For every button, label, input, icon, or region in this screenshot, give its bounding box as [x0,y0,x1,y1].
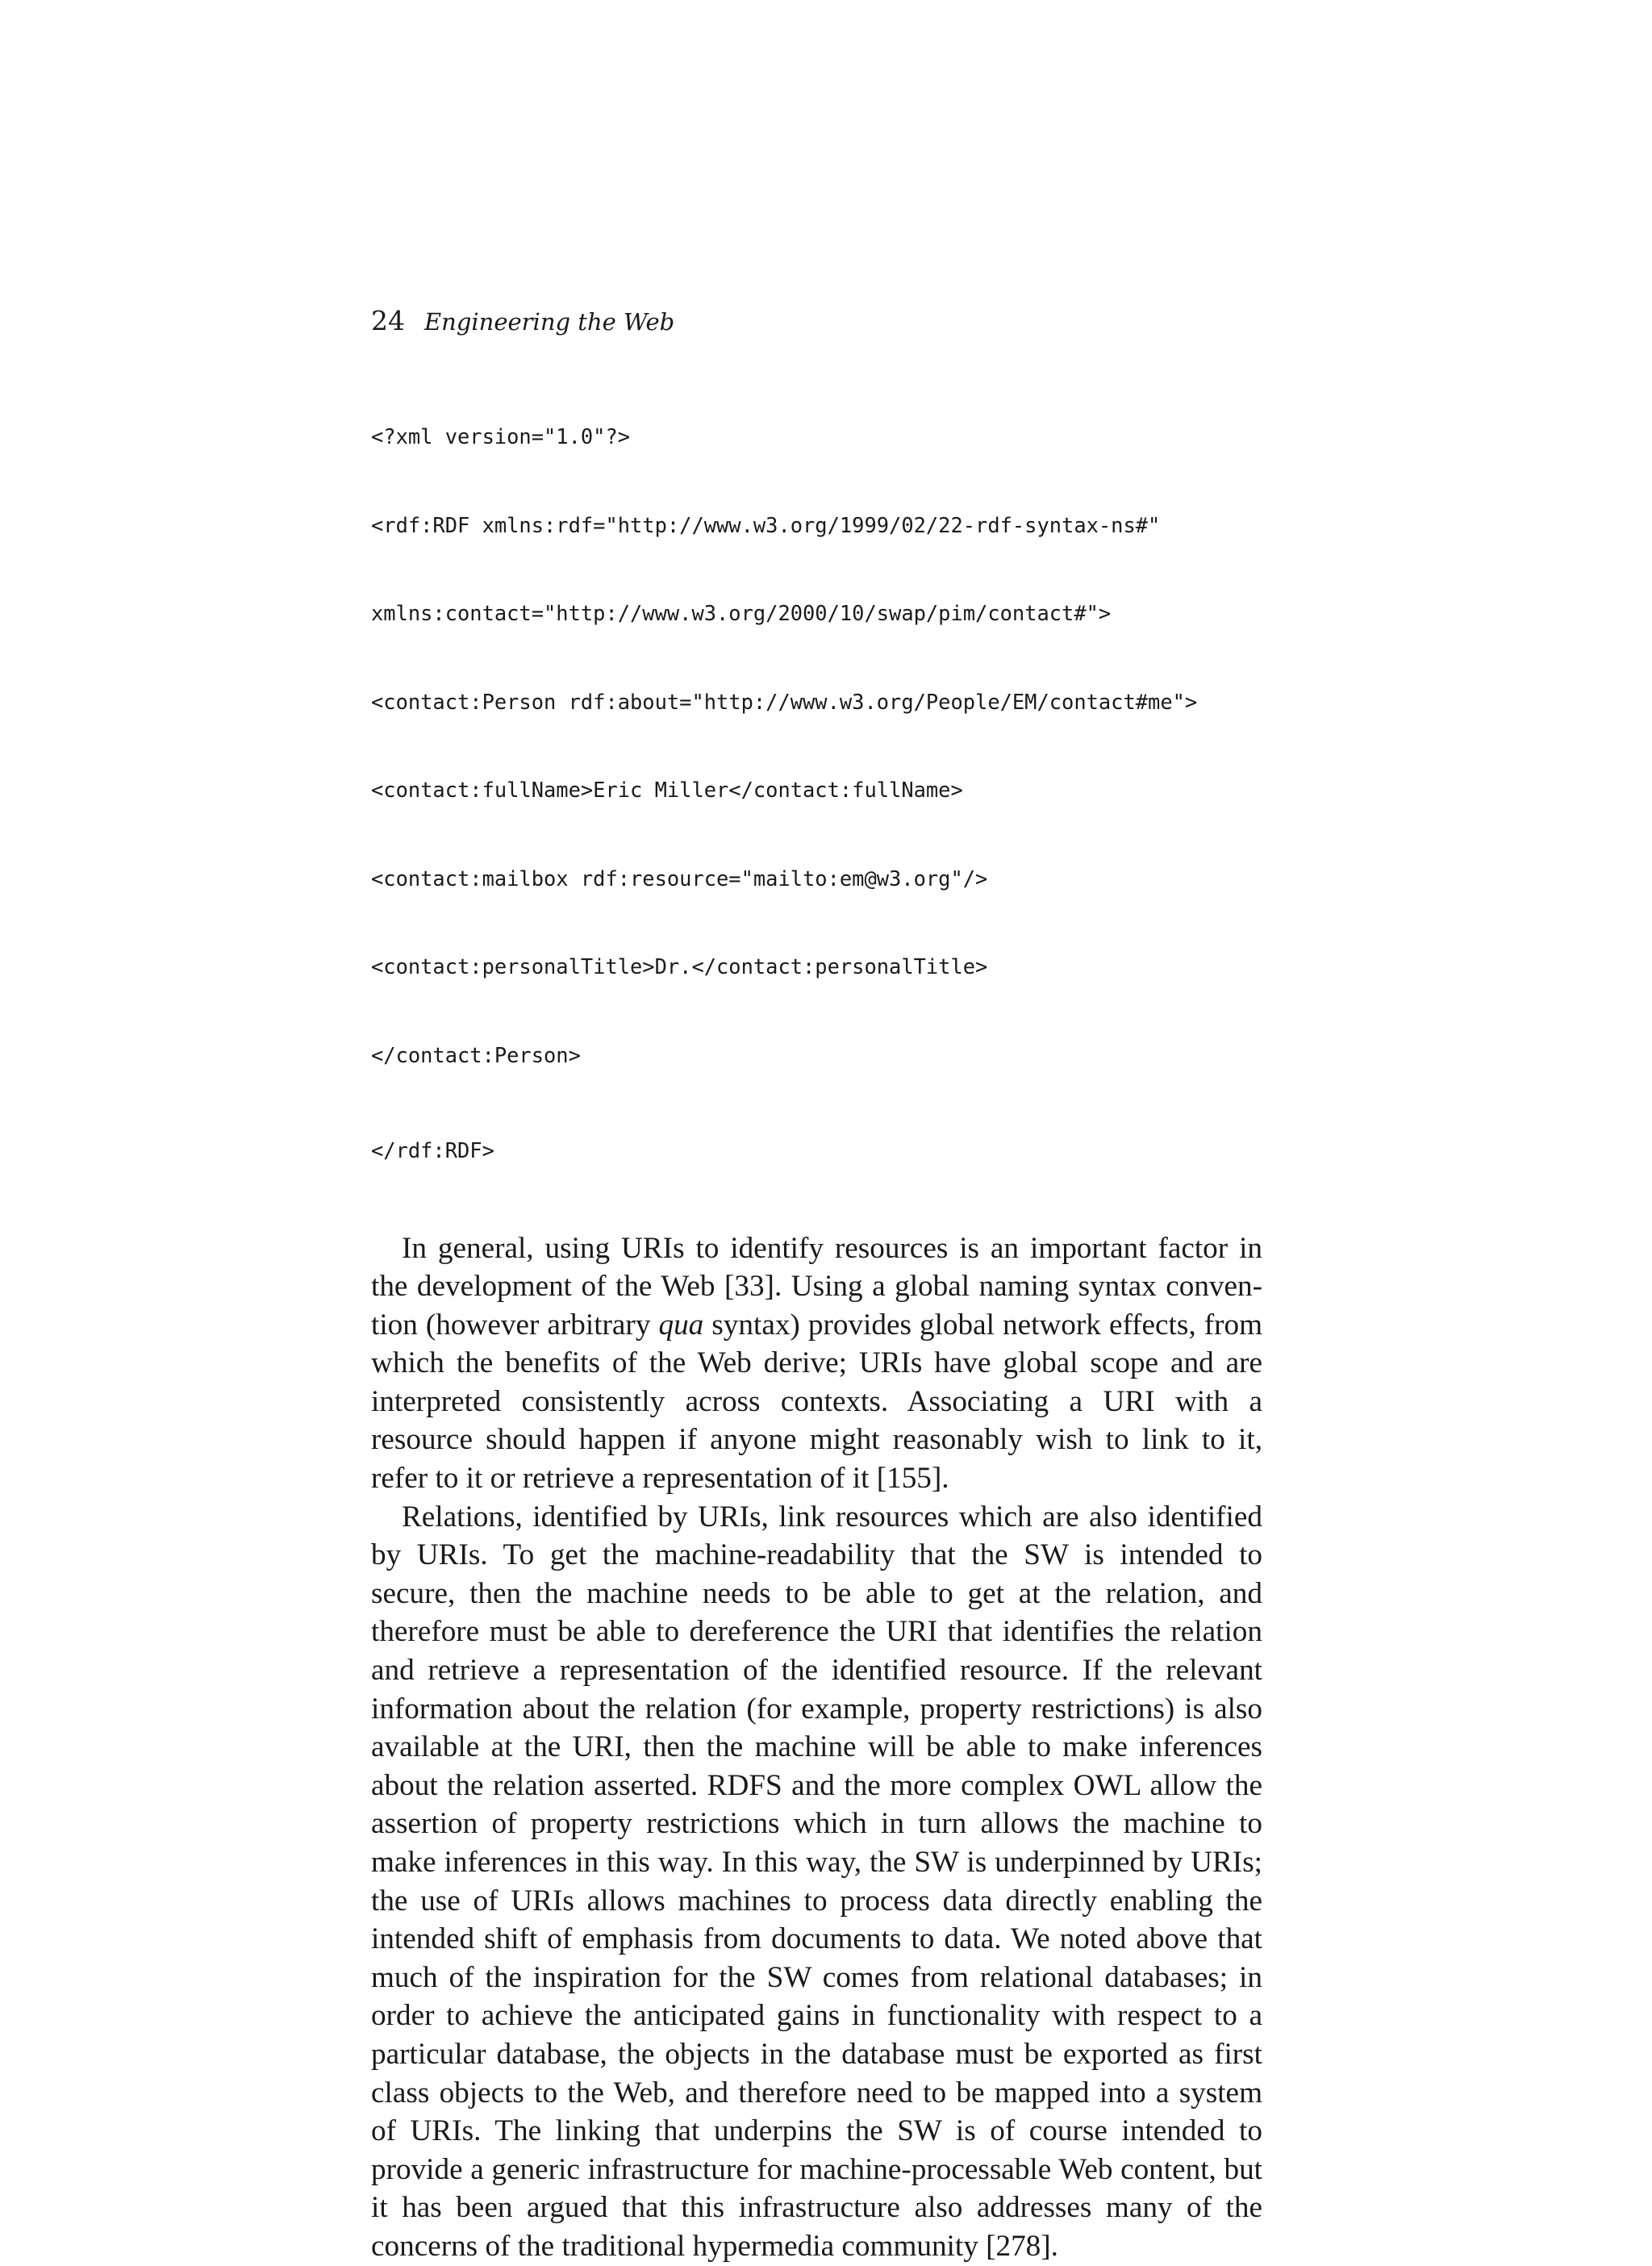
code-line: </rdf:RDF> [371,1138,494,1162]
body-text [371,1229,1262,2266]
code-line: <rdf:RDF xmlns:rdf="http://www.w3.org/1999/02/22-rdf-syntax-ns#" [371,512,1161,537]
running-head [371,305,1262,337]
running-title: Engineering the Web [424,308,675,336]
paragraph-text: In general, using URIs to identify resources is an important factor in the development of the Web [33]. Using a global naming syntax convention (however arbitrary [371,1231,1262,1342]
paragraph-text: syntax) provides global network effects, from which the benefits of the Web derive; URIs have global scope and are interpreted consistently across contexts. Associating a URI with a resource should happen if anyone might reasonably wish to link to it, refer to it or retrieve a representation of it [155]. [371,1308,1263,1496]
paragraph-relations: Relations, identified by URIs, link resources which are also identified by URIs. To get the machine-readability that the SW is intended to secure, then the machine needs to be able to get at the relation, and therefore must be able to dereference the URI that identifies the relation and retrieve a representation of the identified resource. If the relevant information about the relation (for example, property restrictions) is also available at the URI, then the machine will be able to make inferences about the relation asserted. RDFS and the more complex OWL allow the assertion of property restrictions which in turn allows the machine to make inferences in this way. In this way, the SW is underpinned by URIs; the use of URIs allows machines to process data directly enabling the intended shift of emphasis from documents to data. We noted above that much of the inspiration for the SW comes from relational databases; in order to achieve the anticipated gains in functionality with respect to a particular database, the objects in the database must be exported as first class objects to the Web, and therefore need to be mapped into a system of URIs. The linking that underpins the SW is of course intended to provide a generic infrastructure for machine-processable Web content, but it has been argued that this infrastructure also addresses many of the concerns of the traditional hypermedia community [278]. [371,1500,1262,2263]
code-line: <?xml version="1.0"?> [371,424,631,449]
code-line: <contact:personalTitle>Dr.</contact:personalTitle> [371,954,988,979]
code-line: <contact:fullName>Eric Miller</contact:fullName> [371,778,963,802]
code-line: xmlns:contact="http://www.w3.org/2000/10/swap/pim/contact#"> [371,601,1112,625]
page-number: 24 [371,305,405,336]
italic-term: qua [658,1308,704,1342]
rdf-code-block [371,363,1262,1225]
code-line: <contact:Person rdf:about="http://www.w3.org/People/EM/contact#me"> [371,689,1198,714]
code-line: <contact:mailbox rdf:resource="mailto:em@w3.org"/> [371,866,988,891]
book-page [371,305,1262,2266]
paragraph-uris-general [371,1229,1262,1498]
code-line: </contact:Person> [371,1042,581,1067]
